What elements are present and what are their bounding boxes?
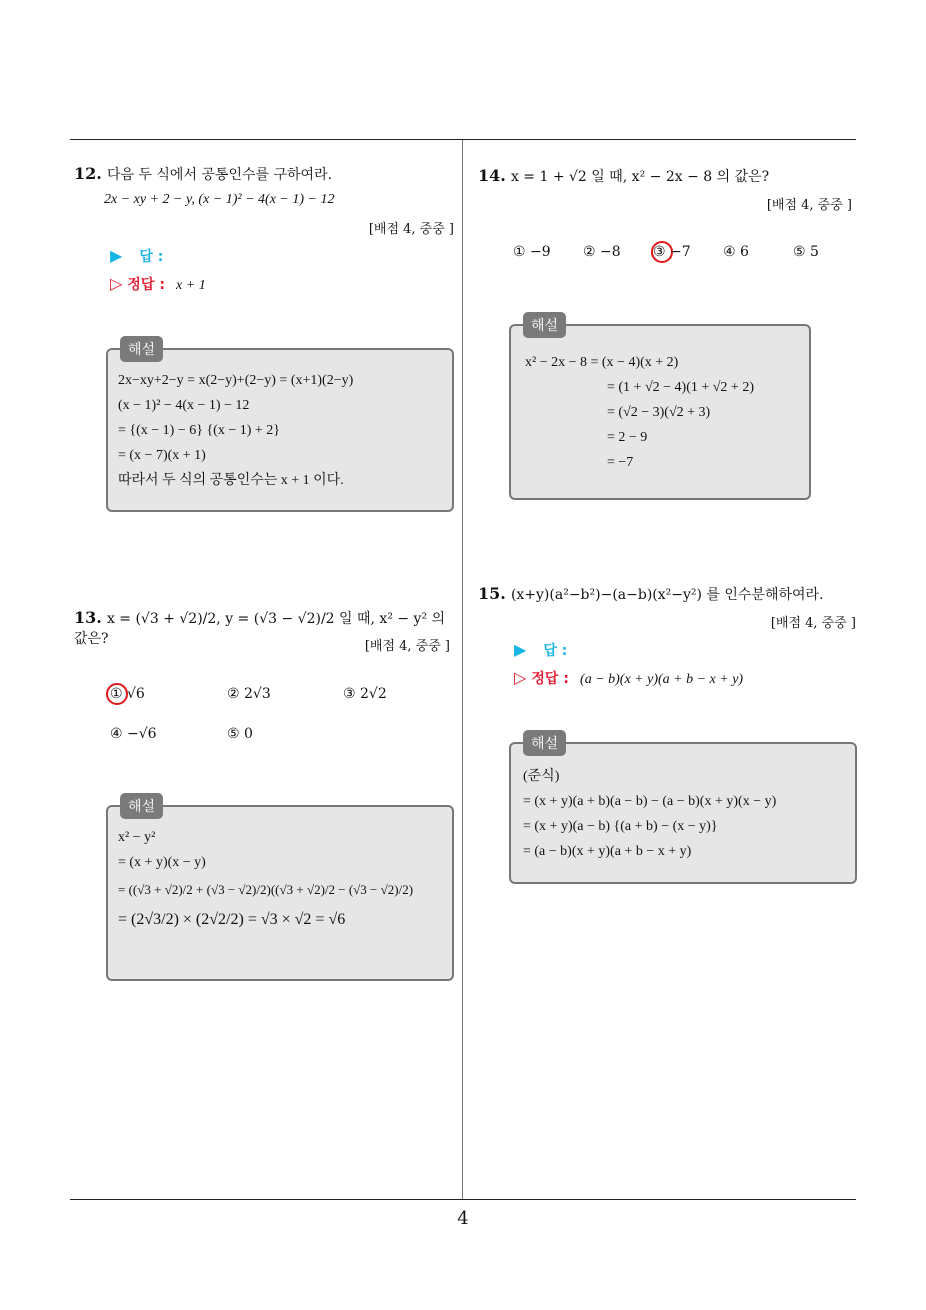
- question-number: 14.: [478, 166, 506, 185]
- solution-tab: 해설: [120, 336, 163, 362]
- correct-answer-row: [514, 668, 743, 688]
- choice-2[interactable]: ② −8: [583, 244, 621, 260]
- page-number: 4: [457, 1208, 469, 1229]
- question-15-points: [배점 4, 중중 ]: [770, 616, 856, 631]
- solution-line: (준식): [523, 769, 560, 784]
- question-number: 13.: [74, 608, 102, 627]
- answer-row: [514, 640, 567, 660]
- question-text: x = (√3 + √2)/2, y = (√3 − √2)/2 일 때, x² − y² 의 값은?: [74, 611, 446, 647]
- solution-lines: [525, 350, 754, 475]
- solution-line: = (x − 7)(x + 1): [118, 448, 206, 463]
- question-14: [478, 166, 769, 186]
- solution-line: x² − y²: [118, 830, 156, 845]
- solution-line: x² − 2x − 8 = (x − 4)(x + 2): [525, 355, 679, 370]
- correct-label: 정답 :: [531, 671, 569, 687]
- solution-line: = (1 + √2 − 4)(1 + √2 + 2): [607, 380, 754, 395]
- solution-lines: [523, 764, 776, 864]
- question-12-expression: 2x − xy + 2 − y, (x − 1)² − 4(x − 1) − 12: [104, 192, 335, 207]
- question-number: 12.: [74, 164, 102, 183]
- solution-box-14: [509, 318, 811, 500]
- choice-1[interactable]: ① −9: [513, 244, 551, 260]
- solution-line: 따라서 두 식의 공통인수는 x + 1 이다.: [118, 473, 344, 488]
- correct-value: (a − b)(x + y)(a + b − x + y): [580, 672, 744, 687]
- solution-box-13: [106, 799, 454, 981]
- choice-1[interactable]: ① √6: [110, 686, 145, 702]
- solution-line: = (√2 − 3)(√2 + 3): [607, 405, 711, 420]
- solution-line: = −7: [607, 455, 634, 470]
- correct-value: x + 1: [176, 278, 206, 293]
- question-12: [74, 164, 332, 184]
- answer-label: 답 :: [543, 643, 568, 659]
- correct-triangle-icon: ▷: [110, 274, 123, 293]
- solution-box-15: [509, 736, 857, 884]
- question-text: x = 1 + √2 일 때, x² − 2x − 8 의 값은?: [510, 169, 770, 185]
- choice-5[interactable]: ⑤ 0: [227, 726, 253, 742]
- choice-4[interactable]: ④ 6: [723, 244, 749, 260]
- question-text: (x+y)(a²−b²)−(a−b)(x²−y²) 를 인수분해하여라.: [510, 587, 824, 603]
- question-14-points: [배점 4, 중중 ]: [766, 198, 852, 213]
- solution-line: = {(x − 1) − 6} {(x − 1) + 2}: [118, 423, 281, 438]
- solution-box-12: [106, 342, 454, 512]
- solution-line: = (x + y)(a − b) {(a + b) − (x − y)}: [523, 819, 718, 834]
- solution-line: 2x−xy+2−y = x(2−y)+(2−y) = (x+1)(2−y): [118, 373, 354, 388]
- correct-answer-row: [110, 274, 206, 294]
- choice-2[interactable]: ② 2√3: [227, 686, 271, 702]
- correct-label: 정답 :: [127, 277, 165, 293]
- answer-triangle-icon: ▶: [514, 640, 527, 659]
- bottom-rule: [70, 1199, 856, 1200]
- solution-line: = (2√3/2) × (2√2/2) = √3 × √2 = √6: [118, 911, 346, 928]
- solution-line: = (a − b)(x + y)(a + b − x + y): [523, 844, 692, 859]
- top-rule: [70, 139, 856, 140]
- column-divider: [462, 140, 463, 1200]
- solution-line: = (x + y)(a + b)(a − b) − (a − b)(x + y)(x − y): [523, 794, 777, 809]
- answer-label: 답 :: [139, 249, 164, 265]
- solution-lines: [118, 368, 353, 493]
- answer-triangle-icon: ▶: [110, 246, 123, 265]
- solution-tab: 해설: [120, 793, 163, 819]
- question-15: [478, 584, 824, 604]
- choice-3[interactable]: ③ 2√2: [343, 686, 387, 702]
- question-12-points: [배점 4, 중중 ]: [368, 222, 454, 237]
- choice-3[interactable]: ③ −7: [653, 244, 691, 260]
- solution-line: (x − 1)² − 4(x − 1) − 12: [118, 398, 250, 413]
- solution-tab: 해설: [523, 730, 566, 756]
- choice-4[interactable]: ④ −√6: [110, 726, 157, 742]
- solution-line: = ((√3 + √2)/2 + (√3 − √2)/2)((√3 + √2)/2 − (√3 − √2)/2): [118, 882, 414, 897]
- solution-lines: [118, 825, 413, 935]
- solution-line: = 2 − 9: [607, 430, 648, 445]
- solution-tab: 해설: [523, 312, 566, 338]
- solution-line: = (x + y)(x − y): [118, 855, 206, 870]
- question-number: 15.: [478, 584, 506, 603]
- correct-triangle-icon: ▷: [514, 668, 527, 687]
- question-text: 다음 두 식에서 공통인수를 구하여라.: [106, 167, 333, 183]
- question-13-points: [배점 4, 중중 ]: [364, 639, 450, 654]
- answer-row: [110, 246, 163, 266]
- choice-5[interactable]: ⑤ 5: [793, 244, 819, 260]
